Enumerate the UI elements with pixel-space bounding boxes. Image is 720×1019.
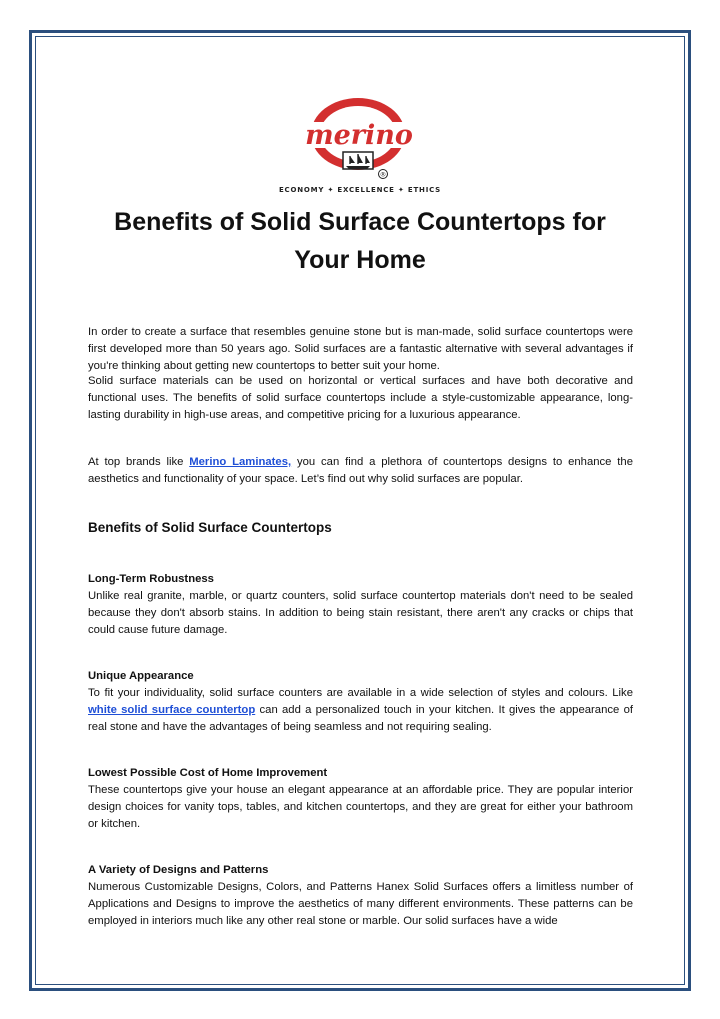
brand-tagline: ECONOMY ✦ EXCELLENCE ✦ ETHICS bbox=[278, 186, 442, 194]
page-title: Benefits of Solid Surface Countertops for Your Home bbox=[114, 208, 606, 274]
benefit-text: These countertops give your house an elegant appearance at an affordable price. They are popular interior design choices for vanity tops, tables, and kitchen countertops, and they are great for either your bathroom or kitchen. bbox=[88, 784, 633, 830]
benefit-text-after: can add a personalized touch in your kitchen. It gives the appearance of real stone and have the advantages of being seamless and not requiring sealing. bbox=[88, 704, 633, 733]
benefit-text-before: To fit your individuality, solid surface counters are available in a wide selection of styles and colours. Like bbox=[88, 687, 633, 699]
logo-wordmark: merino bbox=[305, 120, 413, 151]
benefit-heading: Unique Appearance bbox=[88, 670, 194, 682]
merino-logo bbox=[288, 96, 432, 196]
benefit-block bbox=[88, 668, 633, 736]
intro-paragraph-1: In order to create a surface that resembles genuine stone but is man-made, solid surface countertops were first developed more than 50 years ago. Solid surfaces are a fantastic alternative with several advantages if you're thinking about getting new countertops to better suit your home. bbox=[88, 326, 633, 372]
benefit-text: Numerous Customizable Designs, Colors, and Patterns Hanex Solid Surfaces offers a limitless number of Applications and Designs to improve the aesthetics of many different environments. These patterns can be employed in interiors much like any other real stone or marble. Our solid surfaces have a wide bbox=[88, 881, 633, 927]
registered-mark: ® bbox=[379, 170, 387, 179]
benefit-block bbox=[88, 765, 633, 833]
merino-laminates-link[interactable]: Merino Laminates, bbox=[189, 456, 292, 468]
brands-text-before: At top brands like bbox=[88, 456, 190, 468]
merino-logo-graphic bbox=[288, 96, 432, 196]
benefit-block bbox=[88, 571, 633, 639]
section-heading: Benefits of Solid Surface Countertops bbox=[88, 520, 332, 535]
benefit-heading: Lowest Possible Cost of Home Improvement bbox=[88, 767, 328, 779]
brands-text-after: you can find a plethora of countertops designs to enhance the aesthetics and functionality of your space. Let’s find out why solid surfaces are popular. bbox=[88, 456, 633, 485]
benefit-heading: Long-Term Robustness bbox=[88, 573, 214, 585]
benefit-text: Unlike real granite, marble, or quartz counters, solid surface countertop materials don't need to be sealed because they don't absorb stains. In addition to being stain resistant, there aren't any cracks or chips that could cause future damage. bbox=[88, 590, 633, 636]
intro-paragraph-2: Solid surface materials can be used on horizontal or vertical surfaces and have both decorative and functional uses. The benefits of solid surface countertops include a style-customizable appearance, long-lasting durability in high-use areas, and competitive pricing for a luxurious appearance. bbox=[88, 375, 633, 421]
brands-paragraph bbox=[88, 454, 633, 488]
benefit-heading: A Variety of Designs and Patterns bbox=[88, 864, 269, 876]
white-solid-surface-countertop-link[interactable]: white solid surface countertop bbox=[88, 704, 256, 716]
benefit-block bbox=[88, 862, 633, 930]
